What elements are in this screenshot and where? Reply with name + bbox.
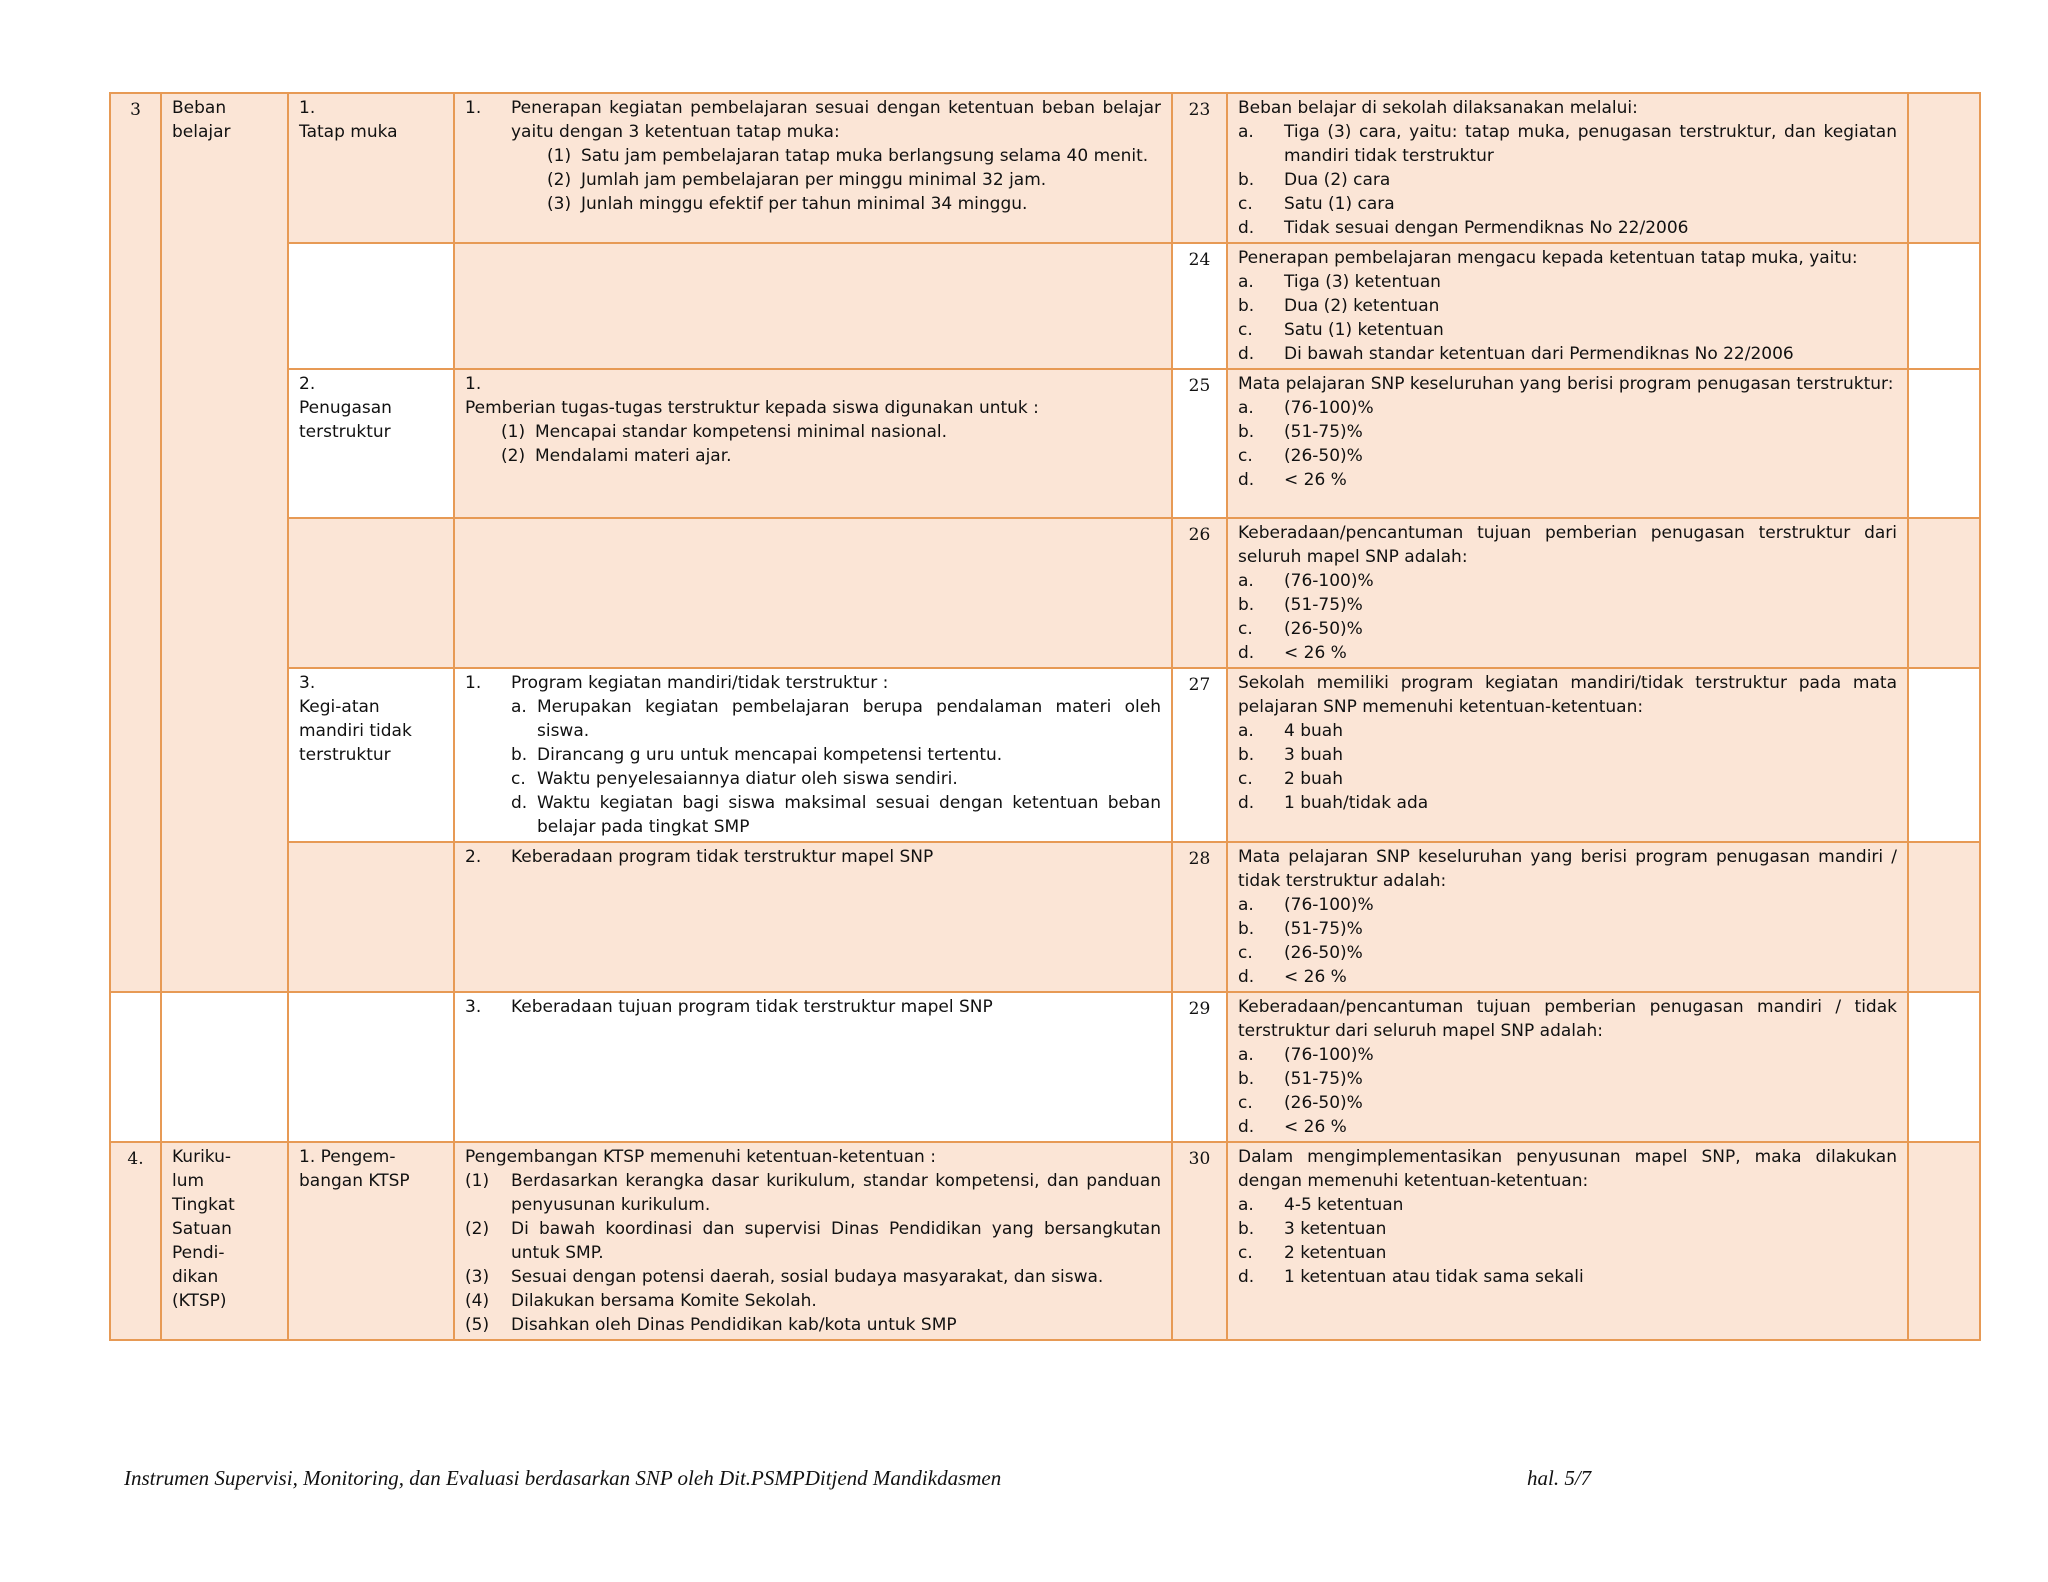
- question-cell: [1227, 518, 1908, 668]
- criteria-text: Pemberian tugas-tugas terstruktur kepada siswa digunakan untuk :: [465, 398, 1039, 418]
- answer-option: [1238, 270, 1897, 294]
- row-number: 3: [110, 93, 161, 992]
- question-text: Sekolah memiliki program kegiatan mandiri/tidak terstruktur pada mata pelajaran SNP memenuhi ketentuan-ketentuan:: [1238, 673, 1897, 717]
- criteria-item: [465, 1313, 1161, 1337]
- sub-aspect-cell: 2. Penugasan terstruktur: [288, 369, 454, 518]
- item-marker: c.: [1238, 943, 1253, 963]
- item-marker: (3): [465, 1267, 490, 1287]
- criteria-text: Penerapan kegiatan pembelajaran sesuai dengan ketentuan beban belajar yaitu dengan 3 ketentuan tatap muka:: [511, 98, 1161, 142]
- item-text: (76-100)%: [1284, 571, 1374, 591]
- criteria-item: [511, 695, 1161, 743]
- criteria-item: [465, 1265, 1161, 1289]
- item-text: (51-75)%: [1284, 422, 1363, 442]
- item-marker: b.: [1238, 422, 1255, 442]
- answer-options: [1238, 120, 1897, 240]
- footer-title: Instrumen Supervisi, Monitoring, dan Evaluasi berdasarkan SNP oleh Dit.PSMPDitjend Mandikdasmen: [124, 1466, 1002, 1490]
- item-text: 1 ketentuan atau tidak sama sekali: [1284, 1267, 1584, 1287]
- item-marker: b.: [1238, 1219, 1255, 1239]
- criteria-cell: [454, 842, 1172, 992]
- number-cell: [110, 992, 161, 1142]
- item-marker: b.: [1238, 170, 1255, 190]
- instrument-table: [109, 92, 1981, 1341]
- answer-option: [1238, 168, 1897, 192]
- answer-option: [1238, 1265, 1897, 1289]
- answer-option: [1238, 617, 1897, 641]
- question-text: Penerapan pembelajaran mengacu kepada ketentuan tatap muka, yaitu:: [1238, 248, 1858, 268]
- question-number: 26: [1172, 518, 1227, 668]
- score-cell: [1908, 93, 1980, 243]
- question-text: Mata pelajaran SNP keseluruhan yang berisi program penugasan mandiri / tidak terstruktur adalah:: [1238, 847, 1897, 891]
- answer-option: [1238, 1067, 1897, 1091]
- criteria-item: [465, 1289, 1161, 1313]
- item-text: Waktu kegiatan bagi siswa maksimal sesuai dengan ketentuan beban belajar pada tingkat SMP: [537, 793, 1161, 837]
- item-marker: (1): [501, 422, 526, 442]
- item-text: Disahkan oleh Dinas Pendidikan kab/kota untuk SMP: [511, 1315, 957, 1335]
- answer-option: [1238, 719, 1897, 743]
- answer-option: [1238, 468, 1897, 492]
- score-cell: [1908, 518, 1980, 668]
- sub-aspect-cell: [288, 243, 454, 369]
- answer-option: [1238, 294, 1897, 318]
- question-cell: [1227, 369, 1908, 518]
- sub-aspect-cell: [288, 842, 454, 992]
- item-marker: d.: [1238, 793, 1255, 813]
- criteria-text: Keberadaan program tidak terstruktur mapel SNP: [511, 847, 934, 867]
- answer-option: [1238, 1217, 1897, 1241]
- item-marker: c.: [1238, 320, 1253, 340]
- question-cell: [1227, 243, 1908, 369]
- item-text: Jumlah jam pembelajaran per minggu minimal 32 jam.: [581, 170, 1047, 190]
- criteria-cell: [454, 93, 1172, 243]
- item-text: 4-5 ketentuan: [1284, 1195, 1404, 1215]
- item-marker: a.: [1238, 1195, 1254, 1215]
- item-marker: (1): [465, 1171, 490, 1191]
- question-cell: [1227, 668, 1908, 842]
- item-text: 3 buah: [1284, 745, 1343, 765]
- answer-option: [1238, 396, 1897, 420]
- item-marker: c.: [1238, 1093, 1253, 1113]
- item-marker: a.: [1238, 398, 1254, 418]
- question-number: 23: [1172, 93, 1227, 243]
- question-text: Dalam mengimplementasikan penyusunan mapel SNP, maka dilakukan dengan memenuhi ketentuan-ketentuan:: [1238, 1147, 1897, 1191]
- answer-option: [1238, 641, 1897, 665]
- item-text: (51-75)%: [1284, 1069, 1363, 1089]
- row-number: 4.: [110, 1142, 161, 1340]
- score-cell: [1908, 243, 1980, 369]
- question-cell: [1227, 992, 1908, 1142]
- criteria-item: [465, 1217, 1161, 1265]
- item-marker: (1): [547, 146, 572, 166]
- criteria-cell: [454, 243, 1172, 369]
- answer-option: [1238, 743, 1897, 767]
- item-text: Mencapai standar kompetensi minimal nasional.: [535, 422, 948, 442]
- answer-options: [1238, 893, 1897, 989]
- question-number: 30: [1172, 1142, 1227, 1340]
- item-text: < 26 %: [1284, 1117, 1347, 1137]
- aspect-cell: Beban belajar: [161, 93, 288, 992]
- item-text: Merupakan kegiatan pembelajaran berupa pendalaman materi oleh siswa.: [537, 697, 1161, 741]
- item-text: Berdasarkan kerangka dasar kurikulum, standar kompetensi, dan panduan penyusunan kurikulum.: [511, 1171, 1161, 1215]
- criteria-items: [465, 1169, 1161, 1337]
- item-marker: b.: [511, 745, 528, 765]
- answer-option: [1238, 917, 1897, 941]
- item-marker: (2): [465, 1219, 490, 1239]
- item-text: Tiga (3) ketentuan: [1284, 272, 1441, 292]
- answer-option: [1238, 965, 1897, 989]
- answer-option: [1238, 1115, 1897, 1139]
- table-row: [110, 369, 1980, 518]
- criteria-item: [511, 767, 1161, 791]
- criteria-cell: [454, 369, 1172, 518]
- item-marker: a.: [1238, 571, 1254, 591]
- score-cell: [1908, 668, 1980, 842]
- question-number: 29: [1172, 992, 1227, 1142]
- criteria-item: [465, 444, 1161, 468]
- answer-option: [1238, 941, 1897, 965]
- item-text: 2 ketentuan: [1284, 1243, 1387, 1263]
- item-marker: d.: [1238, 643, 1255, 663]
- table-row: [110, 93, 1980, 243]
- criteria-number: 2.: [465, 847, 482, 867]
- aspect-cell: [161, 992, 288, 1142]
- criteria-text: Pengembangan KTSP memenuhi ketentuan-ketentuan :: [465, 1147, 936, 1167]
- item-text: Tidak sesuai dengan Permendiknas No 22/2006: [1284, 218, 1689, 238]
- criteria-items: [511, 695, 1161, 839]
- item-text: (51-75)%: [1284, 595, 1363, 615]
- item-text: (76-100)%: [1284, 1045, 1374, 1065]
- item-marker: c.: [1238, 194, 1253, 214]
- item-marker: c.: [1238, 769, 1253, 789]
- item-marker: b.: [1238, 296, 1255, 316]
- item-text: Dilakukan bersama Komite Sekolah.: [511, 1291, 817, 1311]
- criteria-text: Keberadaan tujuan program tidak terstruktur mapel SNP: [511, 997, 993, 1017]
- item-text: < 26 %: [1284, 643, 1347, 663]
- answer-option: [1238, 342, 1897, 366]
- item-text: Tiga (3) cara, yaitu: tatap muka, penugasan terstruktur, dan kegiatan mandiri tidak terstruktur: [1284, 122, 1897, 166]
- question-number: 28: [1172, 842, 1227, 992]
- table-row: [110, 518, 1980, 668]
- score-cell: [1908, 369, 1980, 518]
- item-marker: a.: [511, 697, 527, 717]
- answer-option: [1238, 569, 1897, 593]
- answer-option: [1238, 1091, 1897, 1115]
- sub-aspect-cell: [288, 518, 454, 668]
- table-row: [110, 992, 1980, 1142]
- item-marker: a.: [1238, 272, 1254, 292]
- sub-aspect-cell: [288, 992, 454, 1142]
- criteria-item: [511, 144, 1161, 168]
- item-text: < 26 %: [1284, 470, 1347, 490]
- criteria-item: [465, 420, 1161, 444]
- answer-option: [1238, 893, 1897, 917]
- answer-options: [1238, 396, 1897, 492]
- item-text: Mendalami materi ajar.: [535, 446, 732, 466]
- criteria-items: [465, 420, 1161, 468]
- item-text: Junlah minggu efektif per tahun minimal 34 minggu.: [581, 194, 1028, 214]
- item-marker: d.: [1238, 967, 1255, 987]
- answer-option: [1238, 791, 1897, 815]
- item-marker: b.: [1238, 745, 1255, 765]
- answer-option: [1238, 420, 1897, 444]
- item-text: Satu (1) ketentuan: [1284, 320, 1444, 340]
- answer-option: [1238, 192, 1897, 216]
- question-cell: [1227, 1142, 1908, 1340]
- criteria-item: [511, 743, 1161, 767]
- item-text: Dua (2) cara: [1284, 170, 1391, 190]
- question-text: Beban belajar di sekolah dilaksanakan melalui:: [1238, 98, 1638, 118]
- item-text: Satu jam pembelajaran tatap muka berlangsung selama 40 menit.: [581, 146, 1149, 166]
- item-text: 3 ketentuan: [1284, 1219, 1387, 1239]
- item-text: Sesuai dengan potensi daerah, sosial budaya masyarakat, dan siswa.: [511, 1267, 1104, 1287]
- item-text: Satu (1) cara: [1284, 194, 1395, 214]
- table-row: [110, 842, 1980, 992]
- answer-option: [1238, 120, 1897, 168]
- criteria-cell: [454, 668, 1172, 842]
- item-text: 4 buah: [1284, 721, 1343, 741]
- answer-option: [1238, 1193, 1897, 1217]
- item-text: (51-75)%: [1284, 919, 1363, 939]
- criteria-cell: [454, 1142, 1172, 1340]
- answer-option: [1238, 1241, 1897, 1265]
- criteria-number: 1.: [465, 673, 482, 693]
- criteria-items: [511, 144, 1161, 216]
- item-text: 2 buah: [1284, 769, 1343, 789]
- criteria-number: 3.: [465, 997, 482, 1017]
- answer-options: [1238, 1043, 1897, 1139]
- criteria-cell: [454, 992, 1172, 1142]
- aspect-cell: Kuriku- lum Tingkat Satuan Pendi- dikan (KTSP): [161, 1142, 288, 1340]
- item-marker: c.: [511, 769, 526, 789]
- question-text: Keberadaan/pencantuman tujuan pemberian penugasan mandiri / tidak terstruktur dari seluruh mapel SNP adalah:: [1238, 997, 1897, 1041]
- score-cell: [1908, 842, 1980, 992]
- score-cell: [1908, 1142, 1980, 1340]
- item-marker: d.: [511, 793, 528, 813]
- criteria-number: 1.: [465, 98, 482, 118]
- footer-page-number: hal. 5/7: [1527, 1466, 1592, 1490]
- item-marker: a.: [1238, 122, 1254, 142]
- answer-options: [1238, 1193, 1897, 1289]
- item-marker: c.: [1238, 446, 1253, 466]
- item-marker: (5): [465, 1315, 490, 1335]
- item-text: Di bawah koordinasi dan supervisi Dinas Pendidikan yang bersangkutan untuk SMP.: [511, 1219, 1161, 1263]
- answer-option: [1238, 216, 1897, 240]
- table-row: [110, 668, 1980, 842]
- item-marker: d.: [1238, 218, 1255, 238]
- answer-option: [1238, 444, 1897, 468]
- item-marker: d.: [1238, 1267, 1255, 1287]
- item-marker: b.: [1238, 1069, 1255, 1089]
- item-marker: (3): [547, 194, 572, 214]
- answer-option: [1238, 767, 1897, 791]
- question-cell: [1227, 842, 1908, 992]
- item-text: 1 buah/tidak ada: [1284, 793, 1429, 813]
- item-marker: b.: [1238, 919, 1255, 939]
- item-marker: b.: [1238, 595, 1255, 615]
- item-text: (26-50)%: [1284, 446, 1363, 466]
- answer-options: [1238, 270, 1897, 366]
- answer-option: [1238, 593, 1897, 617]
- criteria-text: Program kegiatan mandiri/tidak terstruktur :: [511, 673, 889, 693]
- answer-option: [1238, 1043, 1897, 1067]
- item-text: (76-100)%: [1284, 398, 1374, 418]
- item-marker: a.: [1238, 1045, 1254, 1065]
- item-marker: d.: [1238, 1117, 1255, 1137]
- table-row: [110, 243, 1980, 369]
- item-marker: (4): [465, 1291, 490, 1311]
- score-cell: [1908, 992, 1980, 1142]
- question-number: 27: [1172, 668, 1227, 842]
- criteria-cell: [454, 518, 1172, 668]
- item-text: (26-50)%: [1284, 619, 1363, 639]
- answer-options: [1238, 569, 1897, 665]
- item-marker: a.: [1238, 721, 1254, 741]
- item-marker: c.: [1238, 1243, 1253, 1263]
- criteria-item: [511, 791, 1161, 839]
- criteria-item: [511, 192, 1161, 216]
- criteria-number: 1.: [465, 374, 482, 394]
- item-marker: a.: [1238, 895, 1254, 915]
- item-text: (26-50)%: [1284, 943, 1363, 963]
- sub-aspect-cell: 1. Pengem- bangan KTSP: [288, 1142, 454, 1340]
- item-marker: (2): [501, 446, 526, 466]
- sub-aspect-cell: 1. Tatap muka: [288, 93, 454, 243]
- answer-options: [1238, 719, 1897, 815]
- question-cell: [1227, 93, 1908, 243]
- question-text: Mata pelajaran SNP keseluruhan yang berisi program penugasan terstruktur:: [1238, 374, 1894, 394]
- table-row: [110, 1142, 1980, 1340]
- item-marker: d.: [1238, 470, 1255, 490]
- criteria-item: [465, 1169, 1161, 1217]
- item-text: Waktu penyelesaiannya diatur oleh siswa sendiri.: [537, 769, 958, 789]
- item-text: < 26 %: [1284, 967, 1347, 987]
- question-number: 25: [1172, 369, 1227, 518]
- item-text: Di bawah standar ketentuan dari Permendiknas No 22/2006: [1284, 344, 1794, 364]
- item-marker: c.: [1238, 619, 1253, 639]
- item-text: (26-50)%: [1284, 1093, 1363, 1113]
- item-text: Dirancang g uru untuk mencapai kompetensi tertentu.: [537, 745, 1003, 765]
- answer-option: [1238, 318, 1897, 342]
- item-text: Dua (2) ketentuan: [1284, 296, 1440, 316]
- item-marker: d.: [1238, 344, 1255, 364]
- item-marker: (2): [547, 170, 572, 190]
- question-number: 24: [1172, 243, 1227, 369]
- sub-aspect-cell: 3. Kegi-atan mandiri tidak terstruktur: [288, 668, 454, 842]
- question-text: Keberadaan/pencantuman tujuan pemberian penugasan terstruktur dari seluruh mapel SNP adalah:: [1238, 523, 1897, 567]
- item-text: (76-100)%: [1284, 895, 1374, 915]
- criteria-item: [511, 168, 1161, 192]
